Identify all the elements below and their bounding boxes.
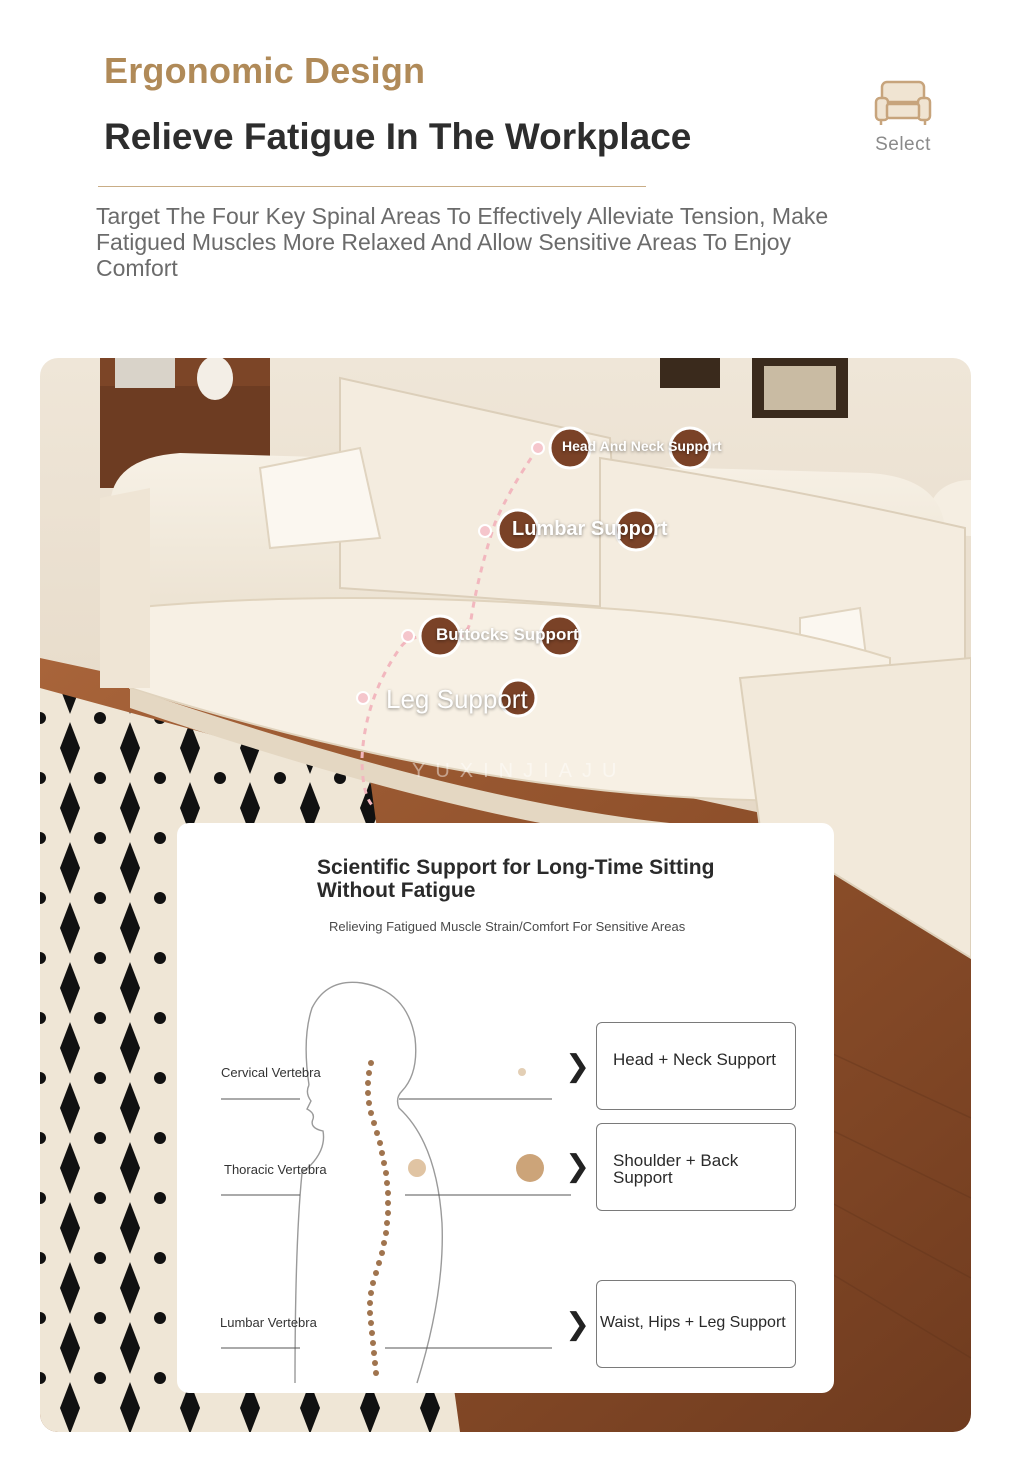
select-label: Select bbox=[875, 134, 931, 155]
card-title: Scientific Support for Long-Time Sitting Without Fatigue bbox=[317, 856, 715, 902]
brand-watermark: YUXINJIAJU bbox=[412, 760, 627, 782]
head-neck-support-label: Head + Neck Support bbox=[613, 1050, 777, 1069]
title-divider bbox=[98, 186, 646, 187]
support-info-card bbox=[177, 823, 834, 1393]
cervical-vertebra-label: Cervical Vertebra bbox=[221, 1065, 321, 1080]
section-description: Target The Four Key Spinal Areas To Effectively Alleviate Tension, Make Fatigued Muscles More Relaxed And Allow Sensitive Areas To Enjoy Comfort bbox=[96, 203, 829, 281]
head-neck-point-label: Head And Neck Support bbox=[562, 438, 722, 454]
section-kicker: Ergonomic Design bbox=[104, 50, 426, 91]
thoracic-vertebra-label: Thoracic Vertebra bbox=[224, 1162, 327, 1177]
card-subtitle: Relieving Fatigued Muscle Strain/Comfort For Sensitive Areas bbox=[329, 919, 686, 934]
waist-hips-leg-support-box bbox=[596, 1280, 796, 1368]
buttocks-point-label: Buttocks Support bbox=[436, 625, 579, 644]
sofa-icon bbox=[873, 78, 933, 128]
leg-point-label: Leg Support bbox=[386, 684, 528, 714]
chevron-right-icon: ❯ bbox=[565, 1149, 591, 1184]
lumbar-vertebra-label: Lumbar Vertebra bbox=[220, 1315, 317, 1330]
select-button[interactable] bbox=[866, 78, 940, 156]
head-neck-support-box bbox=[596, 1022, 796, 1110]
shoulder-back-support-label: Shoulder + Back Support bbox=[613, 1151, 739, 1187]
waist-hips-leg-support-label: Waist, Hips + Leg Support bbox=[600, 1314, 786, 1331]
lumbar-point-label: Lumbar Support bbox=[512, 518, 668, 540]
chevron-right-icon: ❯ bbox=[565, 1049, 591, 1084]
page-title: Relieve Fatigue In The Workplace bbox=[104, 116, 692, 157]
chevron-right-icon: ❯ bbox=[565, 1307, 591, 1342]
shoulder-back-support-box bbox=[596, 1123, 796, 1211]
